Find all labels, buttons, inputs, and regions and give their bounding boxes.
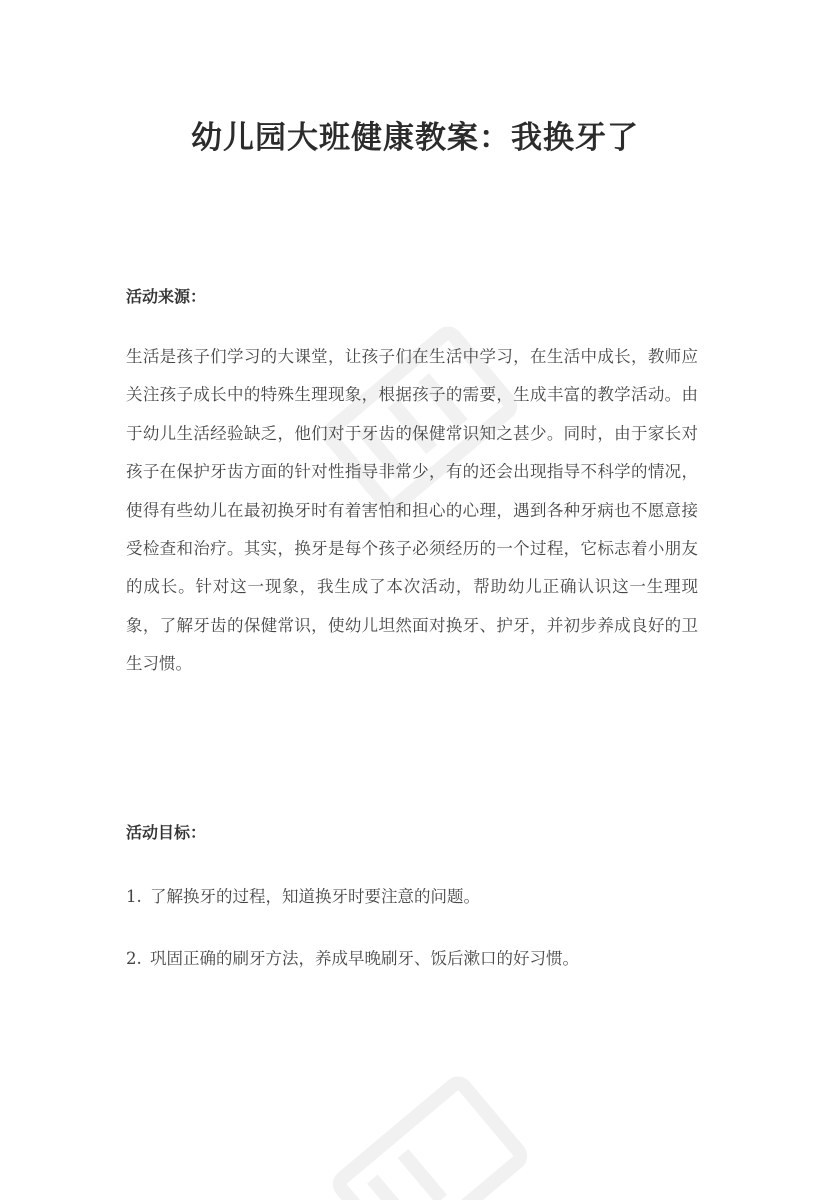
- section-heading-goals: 活动目标：: [126, 823, 207, 842]
- list-item: [126, 883, 706, 907]
- section-heading-source: 活动来源：: [126, 287, 207, 306]
- list-item-number: 1.: [126, 887, 142, 906]
- document-title: 幼儿园大班健康教案：我换牙了: [191, 120, 639, 156]
- source-paragraph: 生活是孩子们学习的大课堂，让孩子们在生活中学习，在生活中成长，教师应关注孩子成长中的特殊生理现象，根据孩子的需要，生成丰富的教学活动。由于幼儿生活经验缺乏，他们对于牙齿的保健常识知之甚少。同时，由于家长对孩子在保护牙齿方面的针对性指导非常少，有的还会出现指导不科学的情况，使得有些幼儿在最初换牙时有着害怕和担心的心理，遇到各种牙病也不愿意接受检查和治疗。其实，换牙是每个孩子必须经历的一个过程，它标志着小朋友的成长。针对这一现象，我生成了本次活动，帮助幼儿正确认识这一生理现象，了解牙齿的保健常识，使幼儿坦然面对换牙、护牙，并初步养成良好的卫生习惯。: [126, 347, 698, 674]
- watermark-stamp-bottom: [320, 1060, 540, 1200]
- watermark-graphic-bottom: [320, 1060, 540, 1200]
- list-item-text: 了解换牙的过程，知道换牙时要注意的问题。: [150, 887, 480, 906]
- list-item-number: 2.: [126, 949, 142, 968]
- list-item-text: 巩固正确的刷牙方法，养成早晚刷牙、饭后漱口的好习惯。: [150, 949, 579, 968]
- list-item: [126, 945, 706, 969]
